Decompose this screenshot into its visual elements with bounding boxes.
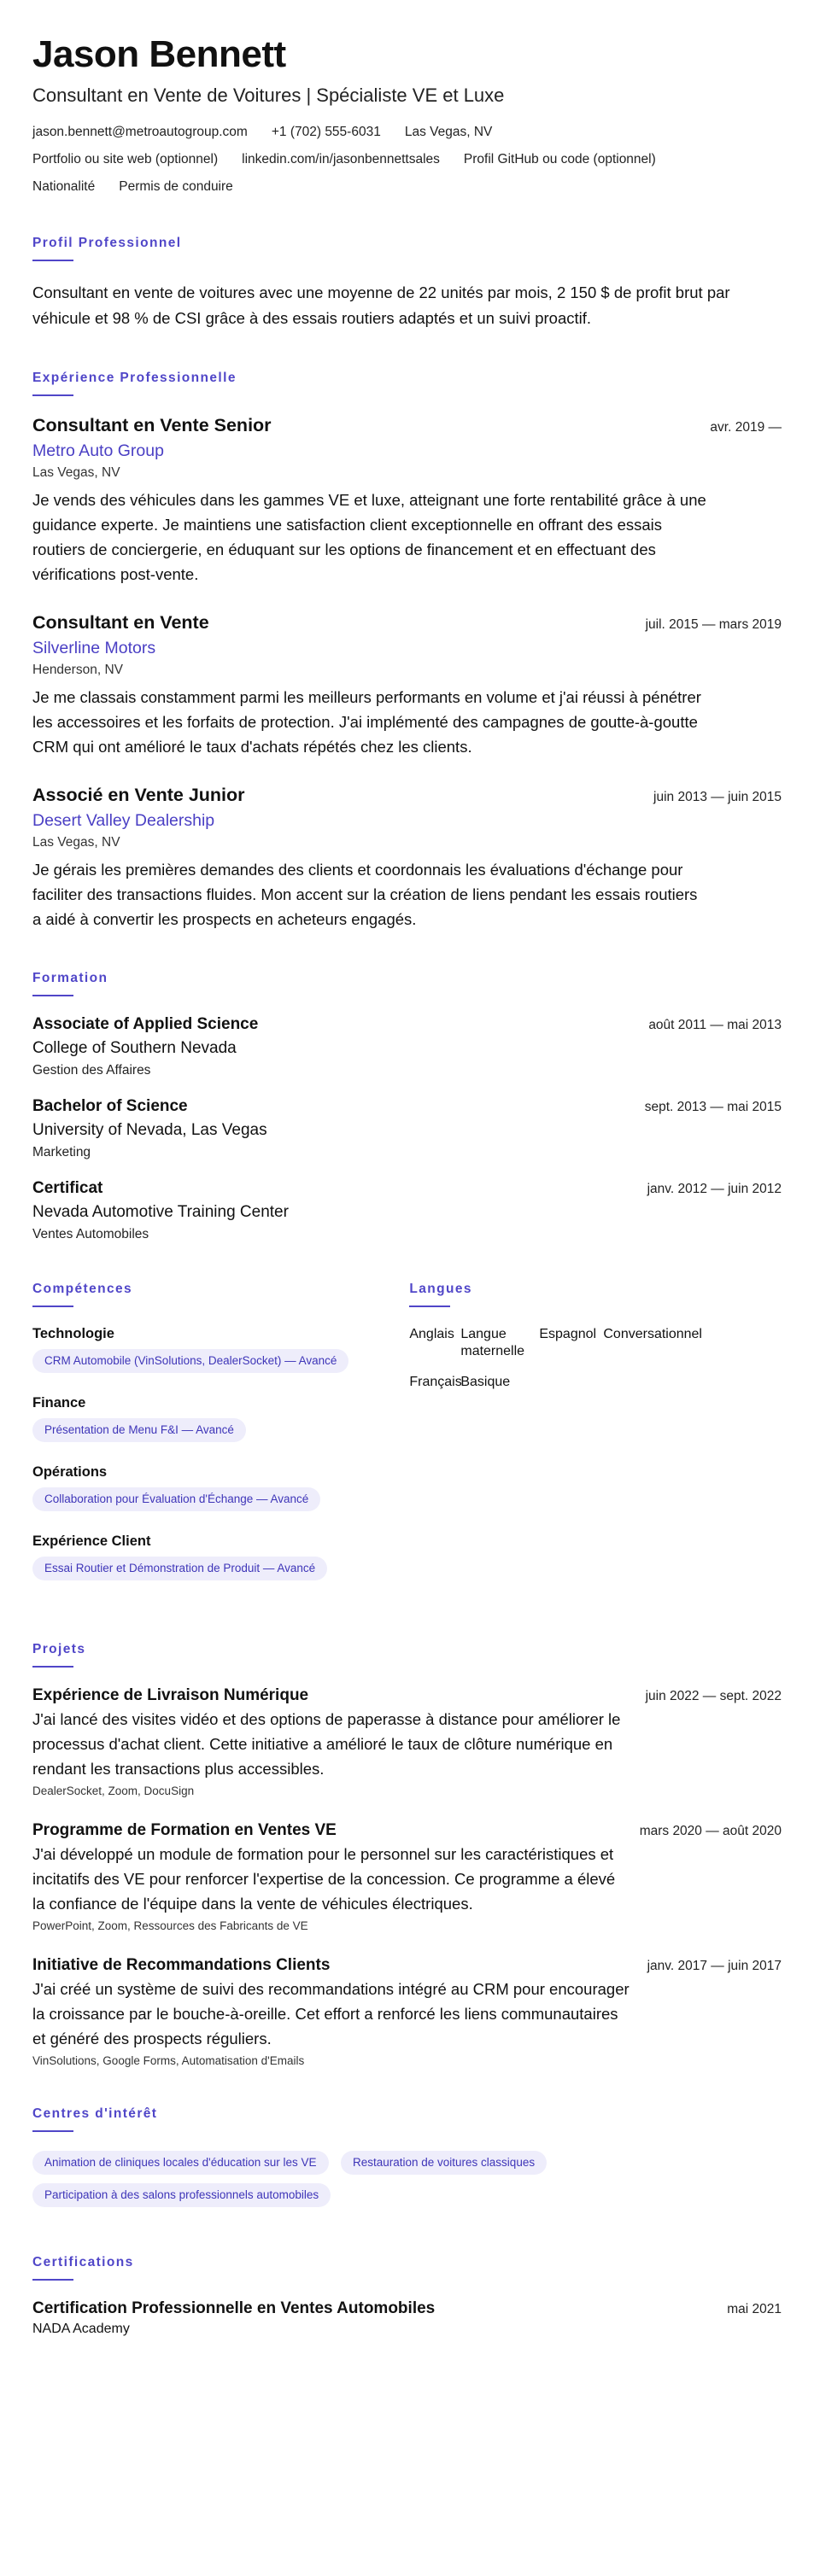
degree: Associate of Applied Science xyxy=(32,1015,259,1033)
job-dates: juil. 2015 — mars 2019 xyxy=(645,617,782,632)
job-title: Consultant en Vente xyxy=(32,612,209,633)
section-divider xyxy=(409,1306,450,1307)
skill-chip: Collaboration pour Évaluation d'Échange — Avancé xyxy=(32,1487,320,1511)
education-section xyxy=(32,971,782,1242)
contact-row xyxy=(32,123,782,142)
summary-text: Consultant en vente de voitures avec une moyenne de 22 unités par mois, 2 150 $ de profit brut par véhicule et 98 % de CSI grâce à des essais routiers adaptés et un suivi proactif. xyxy=(32,283,730,327)
interests-section xyxy=(32,2106,782,2216)
linkedin-link[interactable]: linkedin.com/in/jasonbennettsales xyxy=(242,152,440,166)
job-dates: juin 2013 — juin 2015 xyxy=(653,790,782,804)
section-divider xyxy=(32,1666,73,1668)
job-description: Je gérais les premières demandes des clients et coordonnais les évaluations d'échange pour faciliter des transactions fluides. Mon accent sur la création de liens pendant les essais routiers a aidé à convertir les prospects en acheteurs engagés. xyxy=(32,861,698,928)
education-dates: sept. 2013 — mai 2015 xyxy=(644,1100,782,1114)
interest-chip: Participation à des salons professionnels automobiles xyxy=(32,2183,331,2207)
certifications-section xyxy=(32,2255,782,2337)
experience-item xyxy=(32,785,782,932)
language-level: Conversationnel xyxy=(603,1327,702,1341)
interests-list xyxy=(32,2151,647,2216)
experience-item xyxy=(32,612,782,759)
skills-section xyxy=(32,1282,409,1603)
language-name: Anglais xyxy=(409,1327,454,1341)
school-name: University of Nevada, Las Vegas xyxy=(32,1121,267,1139)
education-item xyxy=(32,1097,782,1160)
language-name: Français xyxy=(409,1375,462,1389)
candidate-headline: Consultant en Vente de Voitures | Spécialiste VE et Luxe xyxy=(32,85,505,106)
contact-row xyxy=(32,150,782,169)
company-name: Metro Auto Group xyxy=(32,441,164,460)
skill-category: Finance xyxy=(32,1395,86,1411)
project-item xyxy=(32,1956,782,2067)
job-location: Las Vegas, NV xyxy=(32,835,120,850)
email-link[interactable]: jason.bennett@metroautogroup.com xyxy=(32,125,248,139)
school-name: Nevada Automotive Training Center xyxy=(32,1203,289,1221)
skill-group xyxy=(32,1533,409,1586)
skill-chip: Essai Routier et Démonstration de Produit — Avancé xyxy=(32,1557,327,1580)
job-location: Henderson, NV xyxy=(32,663,123,677)
project-dates: mars 2020 — août 2020 xyxy=(639,1824,782,1838)
field-of-study: Ventes Automobiles xyxy=(32,1227,149,1241)
education-item xyxy=(32,1015,782,1078)
languages-section xyxy=(409,1282,782,1603)
experience-item xyxy=(32,415,782,587)
project-description: J'ai développé un module de formation pour le personnel sur les caractéristiques et incitatifs des VE pour renforcer l'expertise de la concession. Ce programme a élevé la confiance de l'équipe dans la vente de véhicules électriques. xyxy=(32,1845,616,1913)
interest-chip: Restauration de voitures classiques xyxy=(341,2151,547,2175)
section-divider xyxy=(32,1306,73,1307)
project-description: J'ai lancé des visites vidéo et des options de paperasse à distance pour améliorer le processus d'achat client. Cette initiative a amélioré le taux de clôture numérique en rendant les transactions plus accessibles. xyxy=(32,1710,621,1778)
certification-title: Certification Professionnelle en Ventes Automobiles xyxy=(32,2299,436,2317)
skill-group xyxy=(32,1464,409,1516)
driving-license: Permis de conduire xyxy=(119,179,233,194)
project-tools: PowerPoint, Zoom, Ressources des Fabricants de VE xyxy=(32,1919,308,1932)
candidate-name: Jason Bennett xyxy=(32,33,286,75)
section-title: Langues xyxy=(409,1282,472,1296)
job-title: Associé en Vente Junior xyxy=(32,785,245,805)
phone-number[interactable]: +1 (702) 555-6031 xyxy=(271,125,381,139)
education-item xyxy=(32,1179,782,1242)
section-title: Certifications xyxy=(32,2255,134,2269)
field-of-study: Marketing xyxy=(32,1145,91,1159)
skill-chip: CRM Automobile (VinSolutions, DealerSocket) — Avancé xyxy=(32,1349,348,1373)
section-divider xyxy=(32,394,73,396)
summary-section xyxy=(32,236,782,331)
job-location: Las Vegas, NV xyxy=(32,465,120,480)
certification-item xyxy=(32,2299,782,2337)
resume-header xyxy=(32,34,782,196)
school-name: College of Southern Nevada xyxy=(32,1039,237,1057)
project-description: J'ai créé un système de suivi des recommandations intégré au CRM pour encourager la croissance par le bouche-à-oreille. Cet effort a renforcé les liens communautaires et généré des prospects réguliers. xyxy=(32,1980,630,2047)
project-tools: DealerSocket, Zoom, DocuSign xyxy=(32,1785,195,1797)
skill-group xyxy=(32,1395,409,1447)
section-title: Formation xyxy=(32,971,108,985)
language-level: Basique xyxy=(460,1375,511,1389)
interest-chip: Animation de cliniques locales d'éducation sur les VE xyxy=(32,2151,329,2175)
github-link[interactable]: Profil GitHub ou code (optionnel) xyxy=(463,152,656,166)
certification-issuer: NADA Academy xyxy=(32,2322,130,2336)
project-title: Expérience de Livraison Numérique xyxy=(32,1686,309,1704)
project-dates: juin 2022 — sept. 2022 xyxy=(645,1689,782,1703)
section-divider xyxy=(32,995,73,996)
education-dates: août 2011 — mai 2013 xyxy=(648,1018,782,1032)
field-of-study: Gestion des Affaires xyxy=(32,1063,151,1078)
job-description: Je vends des véhicules dans les gammes VE et luxe, atteignant une forte rentabilité grâce à une guidance experte. Je maintiens une satisfaction client exceptionnelle en offrant des essais routiers de conciergerie, en éduquant sur les options de financement et en effectuant des vérifications post-vente. xyxy=(32,491,706,583)
nationality: Nationalité xyxy=(32,179,96,194)
skill-category: Expérience Client xyxy=(32,1533,151,1549)
portfolio-link[interactable]: Portfolio ou site web (optionnel) xyxy=(32,152,219,166)
project-item xyxy=(32,1686,782,1797)
skill-category: Opérations xyxy=(32,1464,108,1480)
languages-list xyxy=(409,1326,782,1391)
company-name: Desert Valley Dealership xyxy=(32,811,215,830)
section-title: Compétences xyxy=(32,1282,133,1296)
job-description: Je me classais constamment parmi les meilleurs performants en volume et j'ai réussi à pénétrer les accessoires et les forfaits de protection. J'ai implémenté des campagnes de goutte-à-goutte CRM qui ont amélioré le taux d'achats répétés chez les clients. xyxy=(32,688,701,756)
section-title: Profil Professionnel xyxy=(32,236,182,250)
degree: Certificat xyxy=(32,1179,103,1197)
project-tools: VinSolutions, Google Forms, Automatisation d'Emails xyxy=(32,2054,305,2067)
project-title: Programme de Formation en Ventes VE xyxy=(32,1821,337,1839)
project-dates: janv. 2017 — juin 2017 xyxy=(647,1959,782,1973)
skill-category: Technologie xyxy=(32,1326,114,1341)
section-title: Projets xyxy=(32,1642,86,1656)
education-dates: janv. 2012 — juin 2012 xyxy=(647,1182,782,1196)
project-item xyxy=(32,1821,782,1932)
location: Las Vegas, NV xyxy=(404,125,493,139)
section-divider xyxy=(32,260,73,261)
contact-info xyxy=(32,123,782,196)
project-title: Initiative de Recommandations Clients xyxy=(32,1956,331,1974)
company-name: Silverline Motors xyxy=(32,639,156,657)
language-name: Espagnol xyxy=(539,1327,597,1341)
experience-section xyxy=(32,371,782,932)
skill-chip: Présentation de Menu F&I — Avancé xyxy=(32,1418,246,1442)
contact-row xyxy=(32,178,782,196)
section-divider xyxy=(32,2130,73,2132)
skill-group xyxy=(32,1326,409,1378)
degree: Bachelor of Science xyxy=(32,1097,188,1115)
language-level: Langue maternelle xyxy=(460,1327,525,1358)
skills-languages-row xyxy=(32,1282,782,1603)
certification-date: mai 2021 xyxy=(727,2302,782,2316)
job-dates: avr. 2019 — xyxy=(710,420,782,435)
job-title: Consultant en Vente Senior xyxy=(32,415,272,435)
projects-section xyxy=(32,1642,782,2067)
section-divider xyxy=(32,2279,73,2281)
section-title: Expérience Professionnelle xyxy=(32,371,237,385)
section-title: Centres d'intérêt xyxy=(32,2106,158,2121)
